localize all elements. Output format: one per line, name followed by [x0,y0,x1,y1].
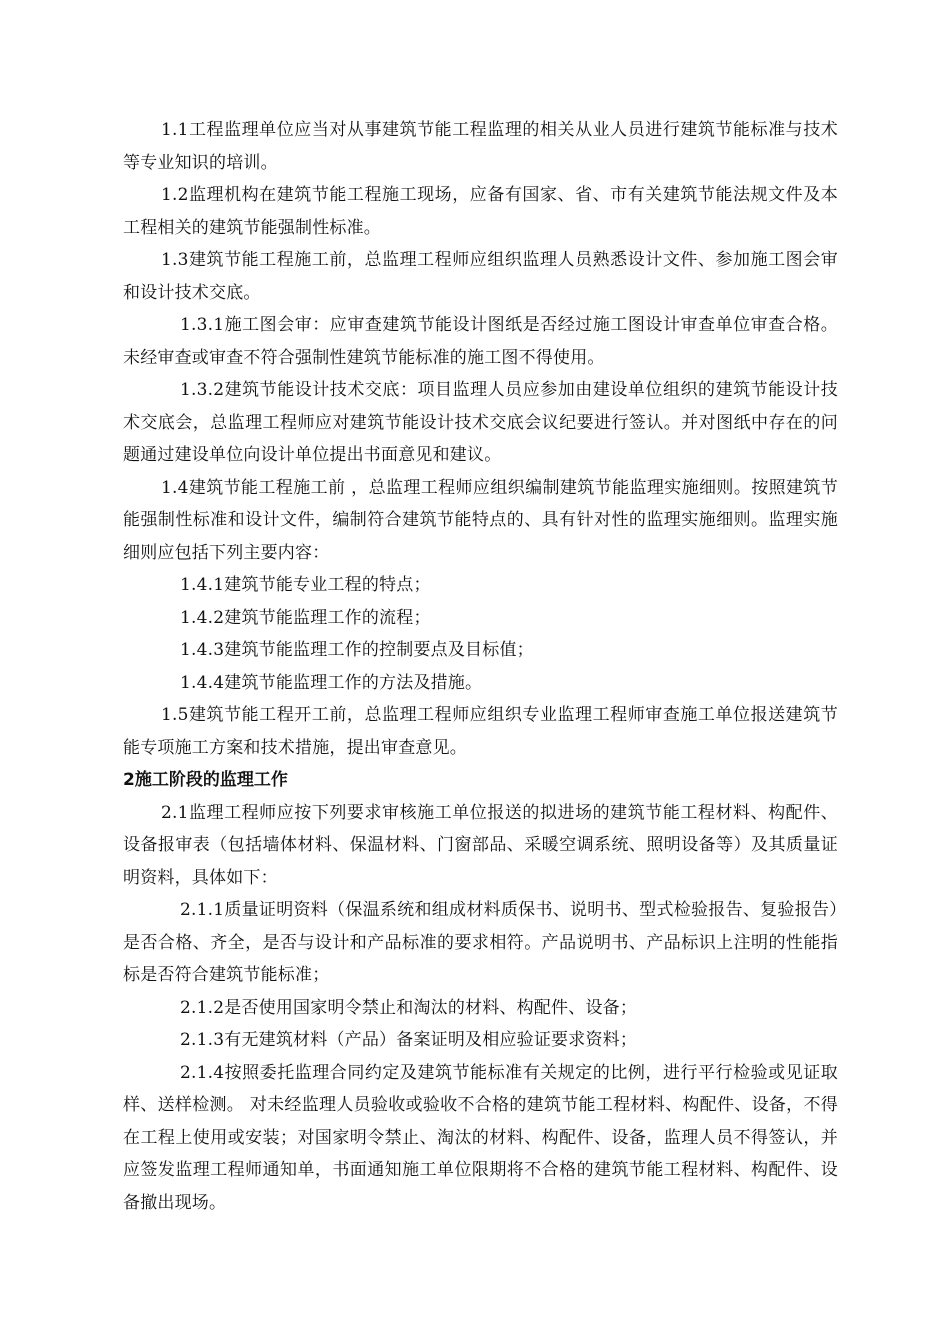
paragraph-1-4-3: 1.4.3建筑节能监理工作的控制要点及目标值； [180,640,534,660]
document-page [123,114,838,1219]
paragraph-1-3-2: 1.3.2建筑节能设计技术交底：项目监理人员应参加由建设单位组织的建筑节能设计技术交底会，总监理工程师应对建筑节能设计技术交底会议纪要进行签认。并对图纸中存在的问题通过建设单位向设计单位提出书面意见和建议。 [123,380,838,465]
paragraph-1-3: 1.3建筑节能工程施工前，总监理工程师应组织监理人员熟悉设计文件、参加施工图会审和设计技术交底。 [123,250,838,303]
paragraph-2-1-1: 2.1.1质量证明资料（保温系统和组成材料质保书、说明书、型式检验报告、复验报告）是否合格、齐全，是否与设计和产品标准的要求相符。产品说明书、产品标识上注明的性能指标是否符合建筑节能标准； [123,900,838,985]
paragraph-1-3-1: 1.3.1施工图会审：应审查建筑节能设计图纸是否经过施工图设计审查单位审查合格。未经审查或审查不符合强制性建筑节能标准的施工图不得使用。 [123,315,838,368]
paragraph-1-4-2: 1.4.2建筑节能监理工作的流程； [180,607,431,628]
paragraph-2-1-3: 2.1.3有无建筑材料（产品）备案证明及相应验证要求资料； [180,1030,638,1050]
paragraph-2-1-4: 2.1.4按照委托监理合同约定及建筑节能标准有关规定的比例，进行平行检验或见证取样、送样检测。 对未经监理人员验收或验收不合格的建筑节能工程材料、构配件、设备，不得在工程上使用或安装；对国家明令禁止、淘汰的材料、构配件、设备，监理人员不得签认，并应签发监理工程师通知单，书面通知施工单位限期将不合格的建筑节能工程材料、构配件、设备撤出现场。 [123,1062,838,1213]
paragraph-1-1: 1.1工程监理单位应当对从事建筑节能工程监理的相关从业人员进行建筑节能标准与技术等专业知识的培训。 [123,120,838,173]
paragraph-2-1-2: 2.1.2是否使用国家明令禁止和淘汰的材料、构配件、设备； [180,997,638,1018]
paragraph-2-1: 2.1监理工程师应按下列要求审核施工单位报送的拟进场的建筑节能工程材料、构配件、设备报审表（包括墙体材料、保温材料、门窗部品、采暖空调系统、照明设备等）及其质量证明资料，具体如下： [123,802,838,888]
section-heading: 2施工阶段的监理工作 [123,770,288,790]
paragraph-1-4: 1.4建筑节能工程施工前 ，总监理工程师应组织编制建筑节能监理实施细则。按照建筑节能强制性标准和设计文件，编制符合建筑节能特点的、具有针对性的监理实施细则。监理实施细则应包括下列主要内容： [123,477,838,563]
paragraph-1-4-4: 1.4.4建筑节能监理工作的方法及措施。 [180,672,483,693]
paragraph-1-2: 1.2监理机构在建筑节能工程施工现场，应备有国家、省、市有关建筑节能法规文件及本工程相关的建筑节能强制性标准。 [123,185,838,238]
paragraph-1-5: 1.5建筑节能工程开工前，总监理工程师应组织专业监理工程师审查施工单位报送建筑节能专项施工方案和技术措施，提出审查意见。 [123,705,838,758]
paragraph-1-4-1: 1.4.1建筑节能专业工程的特点； [180,575,431,595]
